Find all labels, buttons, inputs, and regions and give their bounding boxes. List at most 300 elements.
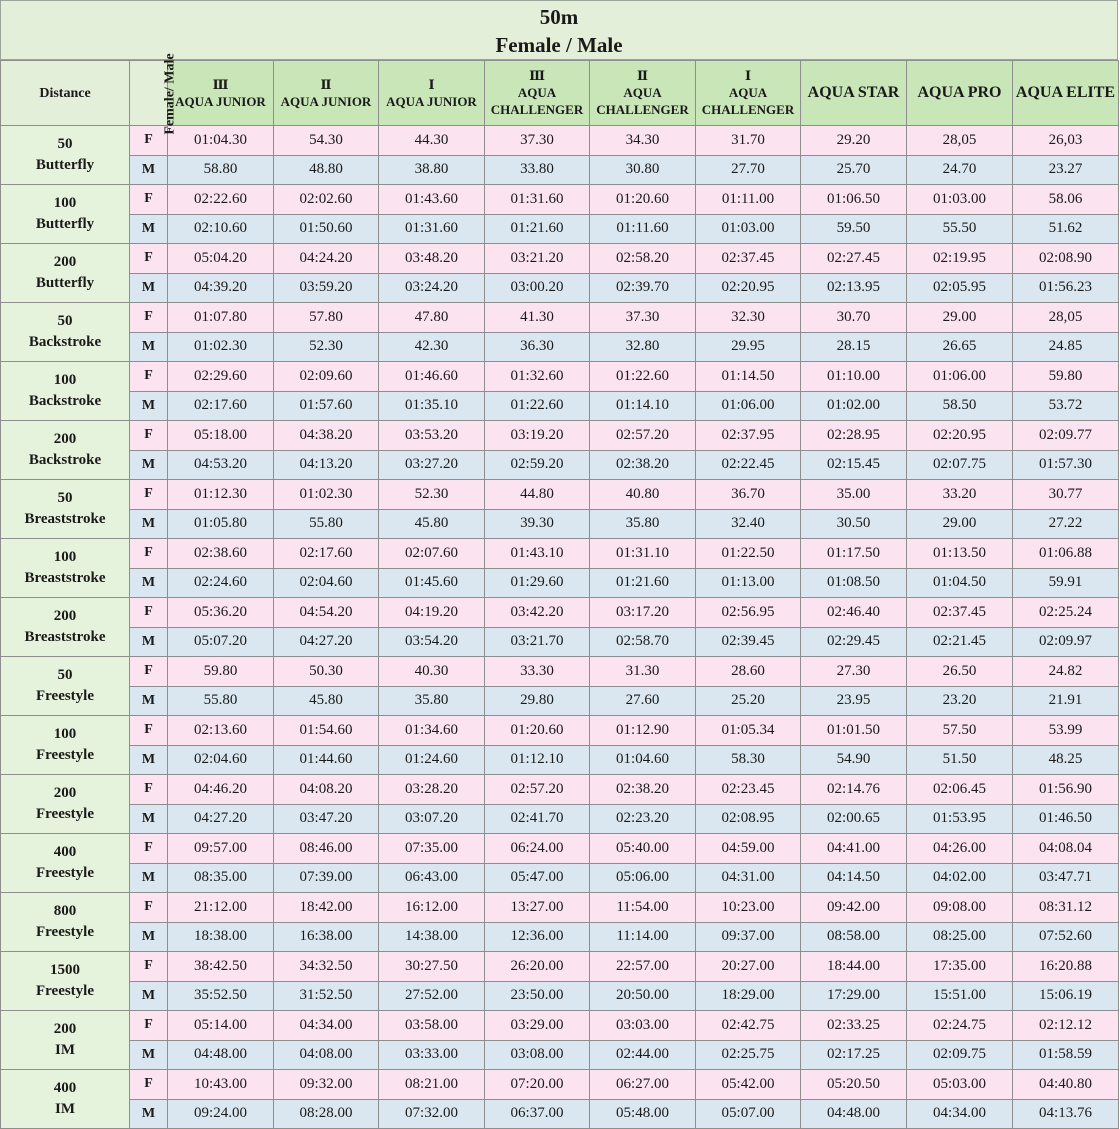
time-cell: 02:15.45 xyxy=(801,450,907,480)
time-cell: 01:43.60 xyxy=(379,185,485,215)
time-cell: 02:09.75 xyxy=(907,1040,1013,1070)
time-cell: 03:54.20 xyxy=(379,627,485,657)
table-row xyxy=(1,185,1119,215)
time-cell: 17:35.00 xyxy=(907,952,1013,982)
event-cell xyxy=(1,244,130,303)
time-cell: 02:27.45 xyxy=(801,244,907,274)
time-cell: 03:21.70 xyxy=(485,627,590,657)
time-cell: 57.50 xyxy=(907,716,1013,746)
table-row xyxy=(1,981,1119,1011)
male-label: M xyxy=(130,922,168,952)
table-row xyxy=(1,1011,1119,1041)
time-cell: 32.80 xyxy=(590,332,696,362)
time-cell: 04:54.20 xyxy=(274,598,379,628)
time-cell: 59.50 xyxy=(801,214,907,244)
time-cell: 01:17.50 xyxy=(801,539,907,569)
time-cell: 01:20.60 xyxy=(590,185,696,215)
time-cell: 25.70 xyxy=(801,155,907,185)
time-cell: 02:59.20 xyxy=(485,450,590,480)
time-cell: 09:37.00 xyxy=(696,922,801,952)
table-row xyxy=(1,657,1119,687)
time-cell: 04:46.20 xyxy=(168,775,274,805)
time-cell: 12:36.00 xyxy=(485,922,590,952)
time-cell: 24.70 xyxy=(907,155,1013,185)
female-label: F xyxy=(130,126,168,156)
time-cell: 02:17.60 xyxy=(274,539,379,569)
table-row xyxy=(1,804,1119,834)
event-cell xyxy=(1,421,130,480)
pool-length-title: 50m xyxy=(539,5,579,29)
female-label: F xyxy=(130,775,168,805)
time-cell: 01:31.60 xyxy=(379,214,485,244)
time-cell: 01:45.60 xyxy=(379,568,485,598)
event-stroke: Freestyle xyxy=(35,924,95,940)
time-cell: 48.80 xyxy=(274,155,379,185)
time-cell: 02:21.45 xyxy=(907,627,1013,657)
time-cell: 29.95 xyxy=(696,332,801,362)
time-cell: 01:13.50 xyxy=(907,539,1013,569)
time-cell: 02:14.76 xyxy=(801,775,907,805)
time-cell: 04:14.50 xyxy=(801,863,907,893)
time-cell: 33.20 xyxy=(907,480,1013,510)
time-cell: 40.80 xyxy=(590,480,696,510)
time-cell: 02:19.95 xyxy=(907,244,1013,274)
time-cell: 03:42.20 xyxy=(485,598,590,628)
time-cell: 16:38.00 xyxy=(274,922,379,952)
event-stroke: Breaststroke xyxy=(24,570,106,586)
time-cell: 04:40.80 xyxy=(1013,1070,1119,1100)
time-cell: 15:06.19 xyxy=(1013,981,1119,1011)
time-cell: 01:05.34 xyxy=(696,716,801,746)
male-label: M xyxy=(130,981,168,1011)
time-cell: 03:59.20 xyxy=(274,273,379,303)
time-cell: 34.30 xyxy=(590,126,696,156)
time-cell: 33.80 xyxy=(485,155,590,185)
time-cell: 03:53.20 xyxy=(379,421,485,451)
time-cell: 04:48.00 xyxy=(168,1040,274,1070)
time-cell: 52.30 xyxy=(274,332,379,362)
table-title-block xyxy=(0,0,1118,60)
gender-subtitle: Female / Male xyxy=(495,33,623,57)
time-cell: 44.80 xyxy=(485,480,590,510)
time-cell: 02:58.70 xyxy=(590,627,696,657)
table-row xyxy=(1,627,1119,657)
time-cell: 53.72 xyxy=(1013,391,1119,421)
event-stroke: Backstroke xyxy=(28,452,102,468)
event-stroke: Breaststroke xyxy=(24,629,106,645)
time-cell: 03:28.20 xyxy=(379,775,485,805)
sex-header-label: Female/ Male xyxy=(162,52,178,135)
event-cell xyxy=(1,185,130,244)
time-cell: 14:38.00 xyxy=(379,922,485,952)
female-label: F xyxy=(130,362,168,392)
time-cell: 04:31.00 xyxy=(696,863,801,893)
table-row xyxy=(1,568,1119,598)
time-cell: 40.30 xyxy=(379,657,485,687)
time-cell: 08:25.00 xyxy=(907,922,1013,952)
time-cell: 47.80 xyxy=(379,303,485,333)
time-cell: 07:20.00 xyxy=(485,1070,590,1100)
time-cell: 07:35.00 xyxy=(379,834,485,864)
table-row xyxy=(1,244,1119,274)
time-cell: 18:38.00 xyxy=(168,922,274,952)
event-distance: 50 xyxy=(57,667,73,683)
time-cell: 01:11.00 xyxy=(696,185,801,215)
male-label: M xyxy=(130,568,168,598)
time-cell: 41.30 xyxy=(485,303,590,333)
event-stroke: Breaststroke xyxy=(24,511,106,527)
time-cell: 28.60 xyxy=(696,657,801,687)
time-cell: 02:23.20 xyxy=(590,804,696,834)
time-cell: 04:39.20 xyxy=(168,273,274,303)
female-label: F xyxy=(130,421,168,451)
time-cell: 02:25.24 xyxy=(1013,598,1119,628)
time-cell: 07:52.60 xyxy=(1013,922,1119,952)
time-cell: 02:13.95 xyxy=(801,273,907,303)
event-stroke: Butterfly xyxy=(35,216,95,232)
time-cell: 01:06.00 xyxy=(907,362,1013,392)
time-cell: 23.95 xyxy=(801,686,907,716)
male-label: M xyxy=(130,332,168,362)
event-distance: 50 xyxy=(57,136,73,152)
time-cell: 03:07.20 xyxy=(379,804,485,834)
time-cell: 21.91 xyxy=(1013,686,1119,716)
time-cell: 28,05 xyxy=(1013,303,1119,333)
event-stroke: Backstroke xyxy=(28,393,102,409)
time-cell: 02:07.75 xyxy=(907,450,1013,480)
time-cell: 02:29.60 xyxy=(168,362,274,392)
time-cell: 01:53.95 xyxy=(907,804,1013,834)
time-cell: 01:50.60 xyxy=(274,214,379,244)
female-label: F xyxy=(130,716,168,746)
time-cell: 26:20.00 xyxy=(485,952,590,982)
event-distance: 400 xyxy=(53,844,77,860)
time-cell: 02:41.70 xyxy=(485,804,590,834)
time-cell: 01:24.60 xyxy=(379,745,485,775)
time-cell: 55.80 xyxy=(168,686,274,716)
event-stroke: IM xyxy=(55,1042,75,1058)
time-cell: 15:51.00 xyxy=(907,981,1013,1011)
time-cell: 04:26.00 xyxy=(907,834,1013,864)
time-cell: 36.70 xyxy=(696,480,801,510)
time-cell: 22:57.00 xyxy=(590,952,696,982)
event-cell xyxy=(1,539,130,598)
time-cell: 31:52.50 xyxy=(274,981,379,1011)
time-cell: 01:13.00 xyxy=(696,568,801,598)
time-cell: 01:56.23 xyxy=(1013,273,1119,303)
male-label: M xyxy=(130,1040,168,1070)
time-cell: 01:22.50 xyxy=(696,539,801,569)
event-cell xyxy=(1,598,130,657)
time-cell: 26,03 xyxy=(1013,126,1119,156)
time-cell: 53.99 xyxy=(1013,716,1119,746)
time-cell: 02:20.95 xyxy=(907,421,1013,451)
time-cell: 08:46.00 xyxy=(274,834,379,864)
time-cell: 11:54.00 xyxy=(590,893,696,923)
time-cell: 05:47.00 xyxy=(485,863,590,893)
event-distance: 200 xyxy=(53,785,77,801)
event-stroke: Freestyle xyxy=(35,688,95,704)
event-distance: 50 xyxy=(57,313,73,329)
time-cell: 01:58.59 xyxy=(1013,1040,1119,1070)
time-cell: 04:34.00 xyxy=(274,1011,379,1041)
time-cell: 42.30 xyxy=(379,332,485,362)
time-cell: 58.06 xyxy=(1013,185,1119,215)
level-header: AQUA ELITE xyxy=(1013,61,1119,126)
event-distance: 200 xyxy=(53,431,77,447)
table-row xyxy=(1,421,1119,451)
event-cell xyxy=(1,952,130,1011)
time-cell: 02:04.60 xyxy=(168,745,274,775)
time-cell: 31.30 xyxy=(590,657,696,687)
time-cell: 01:21.60 xyxy=(590,568,696,598)
time-cell: 06:37.00 xyxy=(485,1099,590,1129)
time-cell: 01:06.00 xyxy=(696,391,801,421)
time-cell: 59.91 xyxy=(1013,568,1119,598)
time-cell: 30.80 xyxy=(590,155,696,185)
table-row xyxy=(1,391,1119,421)
time-cell: 01:54.60 xyxy=(274,716,379,746)
level-header: Ⅱ AQUA JUNIOR xyxy=(274,61,379,126)
time-cell: 01:43.10 xyxy=(485,539,590,569)
time-cell: 02:17.25 xyxy=(801,1040,907,1070)
female-label: F xyxy=(130,893,168,923)
time-cell: 05:20.50 xyxy=(801,1070,907,1100)
time-cell: 02:09.77 xyxy=(1013,421,1119,451)
time-cell: 27.30 xyxy=(801,657,907,687)
event-distance: 50 xyxy=(57,490,73,506)
time-cell: 05:36.20 xyxy=(168,598,274,628)
time-cell: 05:07.00 xyxy=(696,1099,801,1129)
time-cell: 04:02.00 xyxy=(907,863,1013,893)
time-cell: 30.50 xyxy=(801,509,907,539)
event-distance: 100 xyxy=(53,726,77,742)
time-cell: 01:03.00 xyxy=(907,185,1013,215)
female-label: F xyxy=(130,834,168,864)
time-cell: 26.50 xyxy=(907,657,1013,687)
time-cell: 08:28.00 xyxy=(274,1099,379,1129)
time-cell: 35:52.50 xyxy=(168,981,274,1011)
time-cell: 01:05.80 xyxy=(168,509,274,539)
time-cell: 08:31.12 xyxy=(1013,893,1119,923)
time-cell: 01:35.10 xyxy=(379,391,485,421)
event-distance: 200 xyxy=(53,254,77,270)
time-cell: 02:24.60 xyxy=(168,568,274,598)
time-cell: 01:07.80 xyxy=(168,303,274,333)
time-cell: 27.60 xyxy=(590,686,696,716)
time-cell: 06:43.00 xyxy=(379,863,485,893)
time-cell: 29.00 xyxy=(907,303,1013,333)
time-cell: 01:02.30 xyxy=(168,332,274,362)
male-label: M xyxy=(130,450,168,480)
time-cell: 06:24.00 xyxy=(485,834,590,864)
time-cell: 02:38.20 xyxy=(590,775,696,805)
time-cell: 58.80 xyxy=(168,155,274,185)
time-cell: 03:19.20 xyxy=(485,421,590,451)
time-cell: 52.30 xyxy=(379,480,485,510)
time-cell: 35.80 xyxy=(590,509,696,539)
level-header: AQUA STAR xyxy=(801,61,907,126)
time-cell: 01:20.60 xyxy=(485,716,590,746)
table-row xyxy=(1,893,1119,923)
time-cell: 04:53.20 xyxy=(168,450,274,480)
table-row xyxy=(1,539,1119,569)
level-header: Ⅰ AQUA CHALLENGER xyxy=(696,61,801,126)
time-cell: 01:14.10 xyxy=(590,391,696,421)
time-cell: 01:44.60 xyxy=(274,745,379,775)
time-cell: 05:48.00 xyxy=(590,1099,696,1129)
time-cell: 02:39.70 xyxy=(590,273,696,303)
event-distance: 100 xyxy=(53,372,77,388)
time-cell: 32.30 xyxy=(696,303,801,333)
table-row xyxy=(1,745,1119,775)
time-cell: 21:12.00 xyxy=(168,893,274,923)
time-cell: 09:08.00 xyxy=(907,893,1013,923)
time-cell: 03:58.00 xyxy=(379,1011,485,1041)
table-row xyxy=(1,273,1119,303)
time-cell: 17:29.00 xyxy=(801,981,907,1011)
time-cell: 36.30 xyxy=(485,332,590,362)
time-cell: 08:21.00 xyxy=(379,1070,485,1100)
event-cell xyxy=(1,834,130,893)
time-cell: 02:38.60 xyxy=(168,539,274,569)
time-cell: 29.80 xyxy=(485,686,590,716)
time-cell: 01:12.90 xyxy=(590,716,696,746)
table-row xyxy=(1,1099,1119,1129)
time-cell: 02:57.20 xyxy=(485,775,590,805)
table-row xyxy=(1,509,1119,539)
event-distance: 800 xyxy=(53,903,77,919)
time-cell: 05:06.00 xyxy=(590,863,696,893)
time-cell: 02:28.95 xyxy=(801,421,907,451)
table-row xyxy=(1,480,1119,510)
time-cell: 02:06.45 xyxy=(907,775,1013,805)
time-cell: 02:02.60 xyxy=(274,185,379,215)
time-cell: 09:42.00 xyxy=(801,893,907,923)
time-cell: 29.00 xyxy=(907,509,1013,539)
time-standards-table xyxy=(0,52,1119,1129)
time-cell: 04:41.00 xyxy=(801,834,907,864)
time-cell: 26.65 xyxy=(907,332,1013,362)
table-row xyxy=(1,362,1119,392)
event-cell xyxy=(1,362,130,421)
table-row xyxy=(1,303,1119,333)
time-cell: 28,05 xyxy=(907,126,1013,156)
time-cell: 04:48.00 xyxy=(801,1099,907,1129)
time-cell: 27:52.00 xyxy=(379,981,485,1011)
time-cell: 29.20 xyxy=(801,126,907,156)
event-distance: 100 xyxy=(53,195,77,211)
time-cell: 03:47.20 xyxy=(274,804,379,834)
time-cell: 01:02.00 xyxy=(801,391,907,421)
time-cell: 03:24.20 xyxy=(379,273,485,303)
table-row xyxy=(1,686,1119,716)
time-cell: 27.70 xyxy=(696,155,801,185)
time-cell: 35.80 xyxy=(379,686,485,716)
time-cell: 35.00 xyxy=(801,480,907,510)
table-row xyxy=(1,450,1119,480)
female-label: F xyxy=(130,1070,168,1100)
time-cell: 02:44.00 xyxy=(590,1040,696,1070)
time-cell: 06:27.00 xyxy=(590,1070,696,1100)
time-cell: 03:47.71 xyxy=(1013,863,1119,893)
header-row xyxy=(1,61,1119,126)
time-cell: 45.80 xyxy=(379,509,485,539)
time-cell: 02:20.95 xyxy=(696,273,801,303)
time-cell: 01:22.60 xyxy=(590,362,696,392)
time-cell: 02:17.60 xyxy=(168,391,274,421)
time-cell: 50.30 xyxy=(274,657,379,687)
time-cell: 38.80 xyxy=(379,155,485,185)
time-cell: 34:32.50 xyxy=(274,952,379,982)
time-cell: 01:01.50 xyxy=(801,716,907,746)
time-cell: 02:23.45 xyxy=(696,775,801,805)
time-cell: 55.50 xyxy=(907,214,1013,244)
time-cell: 10:43.00 xyxy=(168,1070,274,1100)
time-cell: 54.90 xyxy=(801,745,907,775)
event-distance: 200 xyxy=(53,1021,77,1037)
time-cell: 02:46.40 xyxy=(801,598,907,628)
time-cell: 01:46.50 xyxy=(1013,804,1119,834)
distance-header: Distance xyxy=(1,61,130,126)
time-cell: 04:08.04 xyxy=(1013,834,1119,864)
female-label: F xyxy=(130,952,168,982)
level-header: Ⅲ AQUA JUNIOR xyxy=(168,61,274,126)
event-stroke: Butterfly xyxy=(35,157,95,173)
time-cell: 08:58.00 xyxy=(801,922,907,952)
time-cell: 02:13.60 xyxy=(168,716,274,746)
time-cell: 30.77 xyxy=(1013,480,1119,510)
event-cell xyxy=(1,1011,130,1070)
female-label: F xyxy=(130,1011,168,1041)
time-cell: 37.30 xyxy=(590,303,696,333)
time-cell: 02:37.95 xyxy=(696,421,801,451)
female-label: F xyxy=(130,598,168,628)
time-cell: 02:22.60 xyxy=(168,185,274,215)
time-cell: 39.30 xyxy=(485,509,590,539)
time-cell: 01:22.60 xyxy=(485,391,590,421)
time-cell: 03:21.20 xyxy=(485,244,590,274)
time-cell: 03:29.00 xyxy=(485,1011,590,1041)
time-cell: 23:50.00 xyxy=(485,981,590,1011)
time-cell: 01:06.88 xyxy=(1013,539,1119,569)
time-cell: 03:17.20 xyxy=(590,598,696,628)
time-cell: 05:40.00 xyxy=(590,834,696,864)
event-cell xyxy=(1,1070,130,1129)
event-stroke: Freestyle xyxy=(35,747,95,763)
time-cell: 02:42.75 xyxy=(696,1011,801,1041)
time-cell: 18:44.00 xyxy=(801,952,907,982)
time-cell: 01:12.30 xyxy=(168,480,274,510)
time-cell: 24.85 xyxy=(1013,332,1119,362)
time-cell: 01:04.30 xyxy=(168,126,274,156)
female-label: F xyxy=(130,480,168,510)
time-cell: 01:34.60 xyxy=(379,716,485,746)
table-row xyxy=(1,922,1119,952)
male-label: M xyxy=(130,155,168,185)
time-cell: 02:37.45 xyxy=(696,244,801,274)
time-cell: 13:27.00 xyxy=(485,893,590,923)
time-cell: 02:08.90 xyxy=(1013,244,1119,274)
event-distance: 400 xyxy=(53,1080,77,1096)
time-cell: 02:10.60 xyxy=(168,214,274,244)
table-row xyxy=(1,716,1119,746)
time-cell: 02:09.60 xyxy=(274,362,379,392)
level-header: Ⅲ AQUA CHALLENGER xyxy=(485,61,590,126)
event-distance: 1500 xyxy=(50,962,80,978)
time-cell: 02:04.60 xyxy=(274,568,379,598)
male-label: M xyxy=(130,745,168,775)
